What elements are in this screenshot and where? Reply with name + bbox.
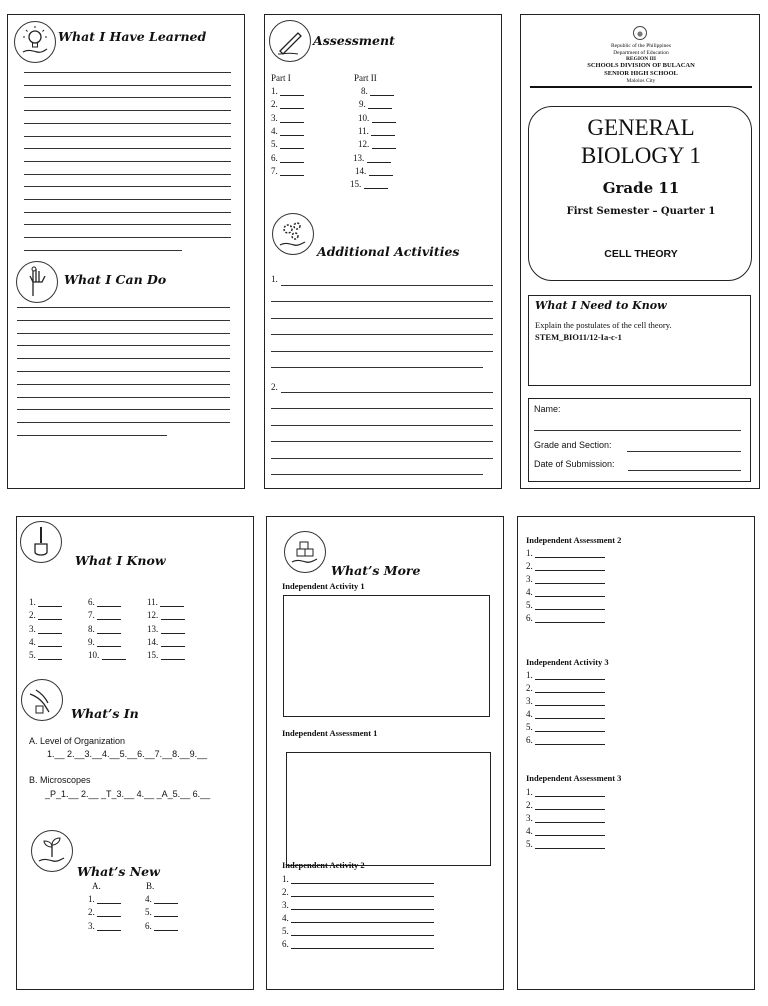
answer-blank[interactable] [535,827,605,836]
numbered-answer [526,826,605,836]
answer-line[interactable] [271,334,493,335]
answer-blank[interactable] [154,908,178,917]
item-number: 6. [282,939,291,949]
answer-line[interactable] [24,237,231,238]
answer-line[interactable] [271,458,493,459]
date-label: Date of Submission: [534,459,615,469]
answer-blank[interactable] [535,575,605,584]
numbered-answer [29,610,62,620]
item-number: 4. [526,826,535,836]
numbered-answer [271,99,304,109]
numbered-answer [358,139,396,149]
item-number: 14. [355,166,369,176]
answer-blank[interactable] [38,598,62,607]
column-a-label: A. [92,881,101,891]
answer-blank[interactable] [370,87,394,96]
answer-line[interactable] [281,392,493,393]
item-number: 3. [282,900,291,910]
item-number: 13. [353,153,367,163]
answer-blank[interactable] [280,140,304,149]
independent-assessment-1-box[interactable] [286,752,491,866]
numbered-answer [147,650,185,660]
answer-blank[interactable] [291,888,434,897]
answer-blank[interactable] [535,562,605,571]
item-number: 8. [361,86,370,96]
numbered-answer [29,637,62,647]
raised-hand-icon [16,261,58,303]
additional-activities-title: Additional Activities [317,244,460,259]
item-number: 3. [526,696,535,706]
item-number: 7. [271,166,280,176]
answer-blank[interactable] [535,840,605,849]
whats-in-title: What’s In [71,706,139,721]
item-number: 2. [29,610,38,620]
answer-line[interactable] [24,212,231,213]
numbered-answer [29,597,62,607]
item-number: 2. [282,887,291,897]
republic-text: Republic of the Philippines [610,43,672,49]
answer-blank[interactable] [535,601,605,610]
answer-line[interactable] [24,186,231,187]
numbered-answer [147,610,185,620]
answer-blank[interactable] [369,167,393,176]
panel-independent-assessments [517,516,755,990]
item-number: 1. [29,597,38,607]
numbered-answer [526,813,605,823]
numbered-answer [526,574,605,584]
numbered-answer [526,587,605,597]
answer-blank[interactable] [280,154,304,163]
numbered-answer [145,921,178,931]
item-number: 6. [145,921,154,931]
can-do-title: What I Can Do [64,272,167,287]
answer-blank[interactable] [38,611,62,620]
item-number: 5. [526,600,535,610]
name-field[interactable] [534,430,741,431]
item-number: 2. [526,561,535,571]
answer-blank[interactable] [38,625,62,634]
pen-writing-icon [269,20,311,62]
answer-blank[interactable] [291,901,434,910]
answer-line[interactable] [271,425,493,426]
item-number: 2. [271,99,280,109]
microscopes-answers[interactable]: _P_1.__ 2.__ _T_3.__ 4.__ _A_5.__ 6.__ [45,789,211,799]
answer-line[interactable] [17,371,230,372]
title-box [528,106,752,281]
need-to-know-title: What I Need to Know [535,299,667,312]
numbered-answer [88,610,121,620]
answer-blank[interactable] [97,625,121,634]
microscopes-label: B. Microscopes [29,775,91,785]
item-number: 3. [88,921,97,931]
need-text: Explain the postulates of the cell theory. [535,320,672,330]
level-of-organization-answers[interactable]: 1.__ 2.__3.__4.__5.__6.__7.__8.__9.__ [47,749,208,759]
item-number: 15. [147,650,161,660]
item-number: 12. [358,139,372,149]
item-number: 8. [88,624,97,634]
independent-assessment-1-label: Independent Assessment 1 [282,728,378,738]
answer-blank[interactable] [535,549,605,558]
need-to-know-box [528,295,751,386]
name-label: Name: [534,404,561,414]
answer-blank[interactable] [280,167,304,176]
whats-new-title: What’s New [77,864,160,879]
numbered-answer [526,548,605,558]
item-number: 7. [88,610,97,620]
answer-line[interactable] [24,148,231,149]
numbered-answer [147,624,185,634]
level-of-organization-label: A. Level of Organization [29,736,126,746]
item-number: 5. [526,722,535,732]
numbered-answer [526,683,605,693]
answer-blank[interactable] [291,914,434,923]
numbered-answer [271,113,304,123]
item-number: 4. [526,709,535,719]
numbered-answer [526,800,605,810]
answer-blank[interactable] [280,87,304,96]
item-number: 12. [147,610,161,620]
title-line-1: GENERAL [587,115,695,140]
answer-blank[interactable] [535,671,605,680]
item-number: 3. [526,813,535,823]
numbered-answer [271,153,304,163]
seedling-hand-icon [31,830,73,872]
numbered-answer [147,637,185,647]
answer-blank[interactable] [280,100,304,109]
answer-blank[interactable] [535,614,605,623]
topic-label: CELL THEORY [604,248,678,260]
item-number: 4. [526,587,535,597]
answer-line[interactable] [17,333,230,334]
answer-blank[interactable] [535,710,605,719]
item-number: 6. [526,735,535,745]
independent-activity-3-label: Independent Activity 3 [526,657,609,667]
item-number: 3. [271,113,280,123]
answer-blank[interactable] [535,588,605,597]
item-number: 4. [29,637,38,647]
item-number: 6. [88,597,97,607]
numbered-answer [526,561,605,571]
numbered-answer [271,139,304,149]
item-number: 1. [526,548,535,558]
panel-what-i-have-learned [7,14,245,489]
semester-label: First Semester – Quarter 1 [566,206,716,217]
answer-line[interactable] [271,367,483,368]
answer-line[interactable] [17,345,230,346]
answer-blank[interactable] [97,895,121,904]
answer-blank[interactable] [38,638,62,647]
numbered-answer [88,921,121,931]
numbered-answer [282,926,434,936]
item-number: 1. [88,894,97,904]
numbered-answer [526,722,605,732]
numbered-answer [282,874,434,884]
answer-blank[interactable] [372,114,396,123]
item-number: 5. [29,650,38,660]
numbered-answer [282,939,434,949]
item-number: 10. [358,113,372,123]
answer-line[interactable] [24,72,231,73]
answer-line[interactable] [17,358,230,359]
numbered-answer [145,907,178,917]
grade-label: Grade 11 [602,179,680,197]
blocks-hand-icon [284,531,326,573]
item-number: 1. [271,86,280,96]
answer-line[interactable] [17,384,230,385]
grade-section-field[interactable] [627,451,741,452]
item-number: 5. [145,907,154,917]
item-number: 11. [147,597,161,607]
answer-blank[interactable] [97,611,121,620]
answer-blank[interactable] [97,638,121,647]
answer-line[interactable] [24,123,231,124]
numbered-answer [355,166,393,176]
item-number: 1. [526,787,535,797]
numbered-answer [88,597,121,607]
item-number: 6. [271,153,280,163]
answer-line[interactable] [24,199,231,200]
numbered-answer [353,153,391,163]
numbered-answer [526,787,605,797]
item-number: 10. [88,650,102,660]
answer-line[interactable] [271,301,493,302]
numbered-answer [88,624,121,634]
answer-blank[interactable] [291,875,434,884]
student-info-box [528,398,751,482]
numbered-answer [526,600,605,610]
answer-blank[interactable] [372,140,396,149]
numbered-answer [29,650,62,660]
item-number: 6. [526,613,535,623]
part1-label: Part I [271,73,291,83]
numbered-answer [88,637,121,647]
answer-line[interactable] [24,174,231,175]
item-number: 9. [88,637,97,647]
numbered-answer [271,126,304,136]
answer-line[interactable] [24,250,182,251]
answer-blank[interactable] [364,180,388,189]
answer-blank[interactable] [368,100,392,109]
answer-blank[interactable] [535,788,605,797]
answer-blank[interactable] [161,611,185,620]
answer-blank[interactable] [291,940,434,949]
independent-activity-1-label: Independent Activity 1 [282,581,365,591]
item-number: 1. [526,670,535,680]
gears-hand-icon [272,213,314,255]
answer-blank[interactable] [291,927,434,936]
column-b-label: B. [146,881,155,891]
item-number: 4. [271,126,280,136]
item-number: 3. [29,624,38,634]
panel-whats-more [266,516,504,990]
item-number: 5. [282,926,291,936]
lightbulb-hand-icon [14,21,56,63]
answer-blank[interactable] [154,922,178,931]
item-number: 5. [271,139,280,149]
independent-assessment-2-label: Independent Assessment 2 [526,535,622,545]
answer-line[interactable] [271,474,483,475]
independent-assessment-3-label: Independent Assessment 3 [526,773,622,783]
item-number: 4. [282,913,291,923]
answer-line[interactable] [24,161,231,162]
numbered-answer [361,86,394,96]
answer-line[interactable] [271,318,493,319]
answer-blank[interactable] [97,922,121,931]
numbered-answer [147,597,184,607]
answer-line[interactable] [17,320,230,321]
activity2-number: 2. [271,382,278,392]
numbered-answer [526,839,605,849]
answer-blank[interactable] [280,114,304,123]
answer-blank[interactable] [161,651,185,660]
answer-blank[interactable] [161,638,185,647]
numbered-answer [145,894,178,904]
division-text: SCHOOLS DIVISION OF BULACAN [587,62,695,69]
independent-activity-2-label: Independent Activity 2 [282,860,365,870]
item-number: 4. [145,894,154,904]
header-divider [530,86,752,88]
panel-assessment [264,14,502,489]
item-number: 9. [359,99,368,109]
answer-line[interactable] [24,224,231,225]
pencil-hand-icon [20,521,62,563]
whats-more-title: What’s More [331,563,421,578]
numbered-answer [88,650,126,660]
grade-section-label: Grade and Section: [534,440,612,450]
answer-line[interactable] [17,397,230,398]
answer-line[interactable] [281,285,493,286]
region-text: REGION III [625,56,657,62]
answer-line[interactable] [24,110,231,111]
panel-what-i-know [16,516,254,990]
numbered-answer [526,613,605,623]
answer-line[interactable] [17,307,230,308]
answer-blank[interactable] [535,697,605,706]
numbered-answer [359,99,392,109]
numbered-answer [526,670,605,680]
answer-line[interactable] [24,97,231,98]
item-number: 3. [526,574,535,584]
activity1-number: 1. [271,274,278,284]
answer-blank[interactable] [161,625,185,634]
what-i-know-title: What I Know [75,553,166,568]
answer-line[interactable] [24,85,231,86]
answer-line[interactable] [17,409,230,410]
item-number: 11. [358,126,372,136]
answer-blank[interactable] [535,736,605,745]
answer-blank[interactable] [38,651,62,660]
department-text: Department of Education [613,50,669,56]
numbered-answer [526,735,605,745]
answer-blank[interactable] [535,801,605,810]
numbered-answer [282,900,434,910]
answer-line[interactable] [271,351,493,352]
part2-label: Part II [354,73,377,83]
need-code: STEM_BIO11/12-Ia-c-1 [535,332,622,342]
answer-blank[interactable] [535,684,605,693]
numbered-answer [358,126,395,136]
independent-activity-1-box[interactable] [283,595,490,717]
answer-line[interactable] [271,441,493,442]
city-text: Malolos City [626,78,656,84]
panel-cover [520,14,760,489]
answer-blank[interactable] [160,598,184,607]
answer-blank[interactable] [367,154,391,163]
answer-blank[interactable] [97,908,121,917]
numbered-answer [350,179,388,189]
item-number: 2. [526,683,535,693]
numbered-answer [526,696,605,706]
item-number: 1. [282,874,291,884]
numbered-answer [88,907,121,917]
learned-title: What I Have Learned [58,29,207,44]
numbered-answer [88,894,121,904]
answer-blank[interactable] [102,651,126,660]
school-text: SENIOR HIGH SCHOOL [604,70,678,77]
assessment-title: Assessment [313,33,395,48]
item-number: 2. [526,800,535,810]
deped-seal-icon [633,26,647,40]
answer-blank[interactable] [154,895,178,904]
numbered-answer [29,624,62,634]
item-number: 5. [526,839,535,849]
answer-line[interactable] [17,422,230,423]
open-hand-icon [21,679,63,721]
answer-blank[interactable] [97,598,121,607]
item-number: 14. [147,637,161,647]
numbered-answer [358,113,396,123]
answer-line[interactable] [24,136,231,137]
numbered-answer [271,166,304,176]
answer-blank[interactable] [280,127,304,136]
answer-line[interactable] [17,435,167,436]
numbered-answer [282,913,434,923]
numbered-answer [282,887,434,897]
answer-blank[interactable] [535,723,605,732]
numbered-answer [526,709,605,719]
item-number: 15. [350,179,364,189]
answer-line[interactable] [271,408,493,409]
numbered-answer [271,86,304,96]
item-number: 2. [88,907,97,917]
answer-blank[interactable] [371,127,395,136]
answer-blank[interactable] [535,814,605,823]
date-field[interactable] [628,470,741,471]
title-line-2: BIOLOGY 1 [581,143,701,168]
item-number: 13. [147,624,161,634]
